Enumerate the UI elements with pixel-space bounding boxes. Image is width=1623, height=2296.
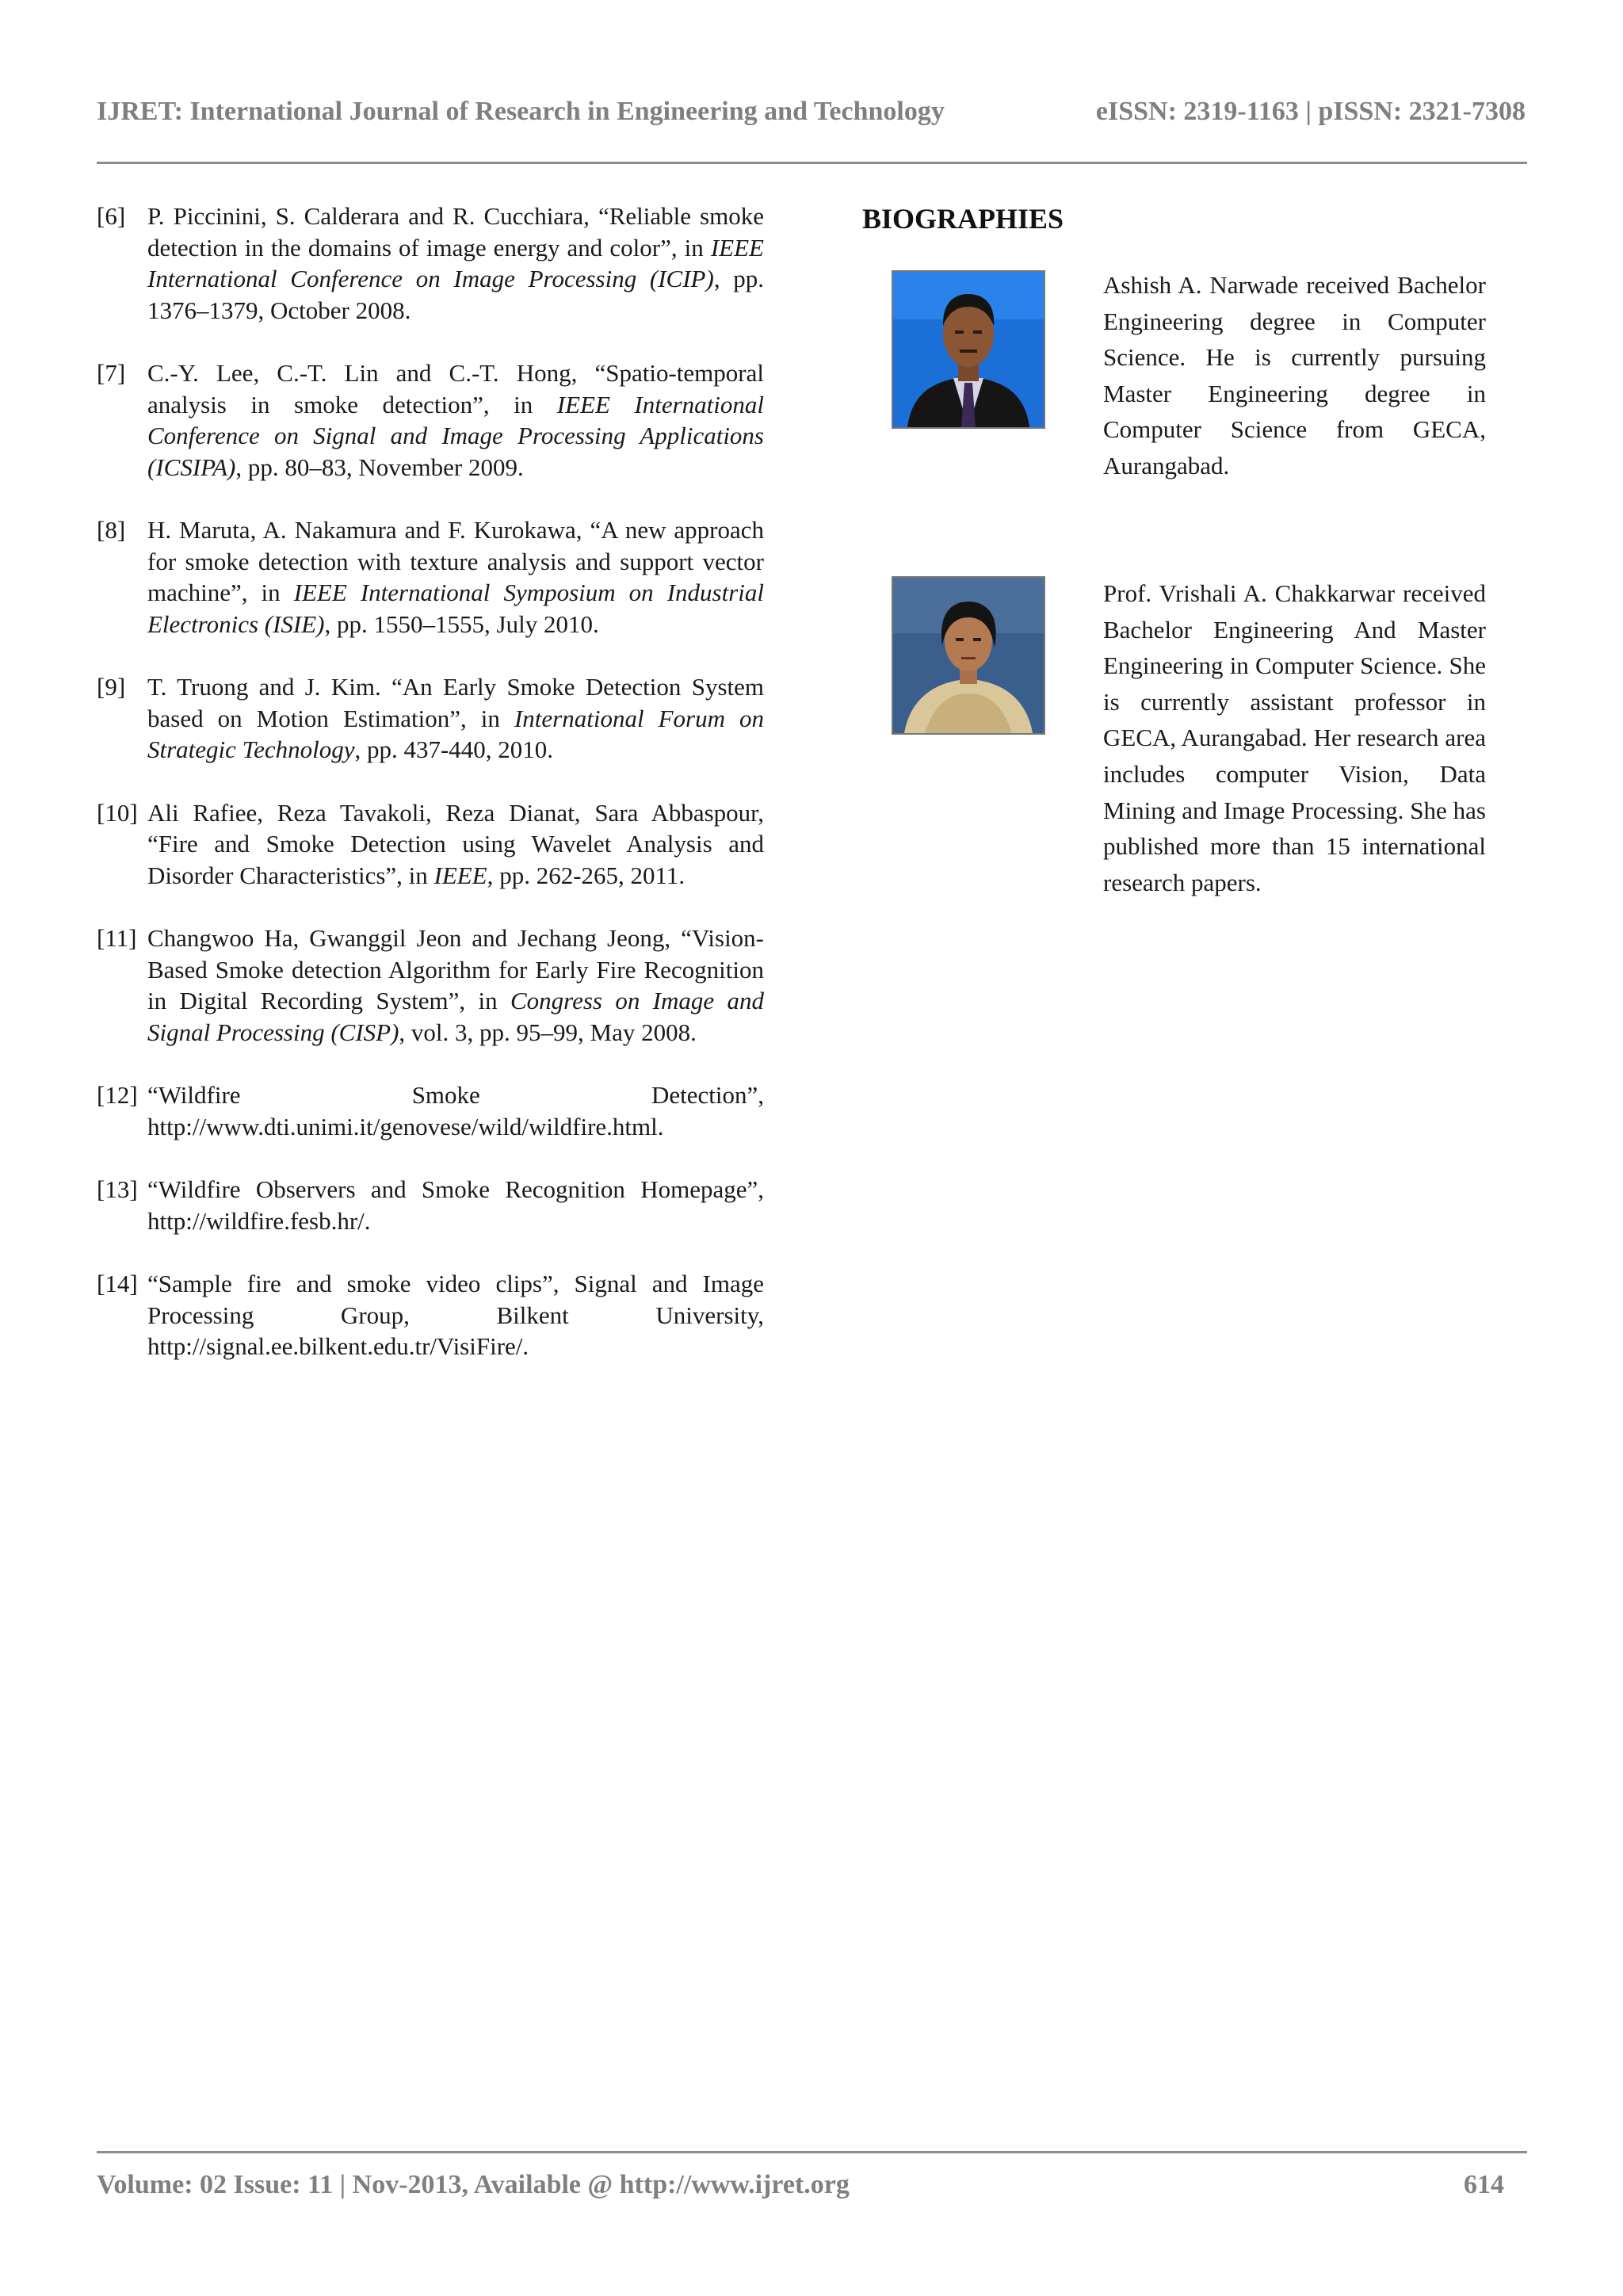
footer-rule <box>97 2151 1527 2153</box>
issn-text: eISSN: 2319-1163 | pISSN: 2321-7308 <box>1095 97 1526 126</box>
reference-venue: Congress on Image and Signal Processing (CISP) <box>147 987 764 1046</box>
journal-title: IJRET: International Journal of Research in Engineering and Technology <box>97 97 945 126</box>
reference-item <box>97 923 764 1048</box>
reference-venue: IEEE, <box>433 861 494 889</box>
reference-number: [6] <box>97 202 126 230</box>
reference-text: Ali Rafiee, Reza Tavakoli, Reza Dianat, Sara Abbaspour, “Fire and Smoke Detection using Wavelet Analysis and Disorder Characteristics”, in IEEE, pp. 262-265, 2011. <box>147 798 764 889</box>
author-photo-2 <box>892 576 1045 735</box>
reference-item <box>97 1079 764 1142</box>
page-header <box>97 97 1526 136</box>
reference-text: Changwoo Ha, Gwanggil Jeon and Jechang Jeong, “Vision-Based Smoke detection Algorithm for Early Fire Recognition in Digital Recording System”, in Congress on Image and Signal Processing (CISP), vol. 3, pp. 95–99, May 2008. <box>147 924 764 1046</box>
reference-venue: International Forum on Strategic Technology <box>147 704 764 763</box>
reference-number: [8] <box>97 516 126 544</box>
reference-text: “Wildfire Smoke Detection”, http://www.dti.unimi.it/genovese/wild/wildfire.html. <box>147 1081 764 1140</box>
page-number: 614 <box>1464 2170 1504 2199</box>
reference-item <box>97 1268 764 1362</box>
reference-number: [10] <box>97 798 138 827</box>
header-rule <box>97 162 1527 164</box>
reference-text: T. Truong and J. Kim. “An Early Smoke Detection System based on Motion Estimation”, in International Forum on Strategic Technology, pp. 437-440, 2010. <box>147 673 764 763</box>
reference-number: [14] <box>97 1270 138 1297</box>
biography-text-2: Prof. Vrishali A. Chakkarwar received Bachelor Engineering And Master Engineering in Computer Science. She is currently assistant professor in GECA, Aurangabad. Her research area includes computer Vision, Data Mining and Image Processing. She has published more than 15 international research papers. <box>1103 579 1486 896</box>
reference-item <box>97 671 764 766</box>
reference-venue: IEEE International Conference on Image Processing (ICIP) <box>147 233 764 292</box>
references-list <box>97 201 764 1394</box>
author-portrait-1 <box>893 272 1044 427</box>
reference-number: [7] <box>97 359 126 387</box>
reference-number: [13] <box>97 1175 138 1203</box>
reference-item <box>97 1174 764 1236</box>
reference-text: H. Maruta, A. Nakamura and F. Kurokawa, “A new approach for smoke detection with texture analysis and support vector machine”, in IEEE International Symposium on Industrial Electronics (ISIE), pp. 1550–1555, July 2010. <box>147 516 764 638</box>
reference-item <box>97 514 764 640</box>
reference-number: [9] <box>97 673 126 701</box>
reference-text: “Wildfire Observers and Smoke Recognition Homepage”, http://wildfire.fesb.hr/. <box>147 1175 764 1235</box>
reference-text: “Sample fire and smoke video clips”, Signal and Image Processing Group, Bilkent University, http://signal.ee.bilkent.edu.tr/VisiFire/. <box>147 1270 764 1360</box>
author-photo-1 <box>892 270 1045 429</box>
reference-number: [12] <box>97 1081 138 1109</box>
page-footer <box>97 2170 1504 2205</box>
reference-venue: IEEE International Conference on Signal and Image Processing Applications (ICSIPA) <box>147 390 764 481</box>
reference-venue: IEEE International Symposium on Industrial Electronics (ISIE) <box>147 579 764 638</box>
volume-info: Volume: 02 Issue: 11 | Nov-2013, Available @ http://www.ijret.org <box>97 2170 850 2199</box>
reference-item <box>97 797 764 892</box>
reference-text: C.-Y. Lee, C.-T. Lin and C.-T. Hong, “Spatio-temporal analysis in smoke detection”, in IEEE International Conference on Signal and Image Processing Applications (ICSIPA), pp. 80–83, November 2009. <box>147 359 764 481</box>
author-portrait-2 <box>893 578 1044 733</box>
reference-item <box>97 201 764 326</box>
reference-item <box>97 357 764 483</box>
reference-text: P. Piccinini, S. Calderara and R. Cucchiara, “Reliable smoke detection in the domains of image energy and color”, in IEEE International Conference on Image Processing (ICIP), pp. 1376–1379, October 2008. <box>147 202 765 324</box>
reference-number: [11] <box>97 924 137 952</box>
biographies-heading: BIOGRAPHIES <box>862 203 1064 235</box>
biography-text-1: Ashish A. Narwade received Bachelor Engineering degree in Computer Science. He is currently pursuing Master Engineering degree in Computer Science from GECA, Aurangabad. <box>1103 271 1486 479</box>
